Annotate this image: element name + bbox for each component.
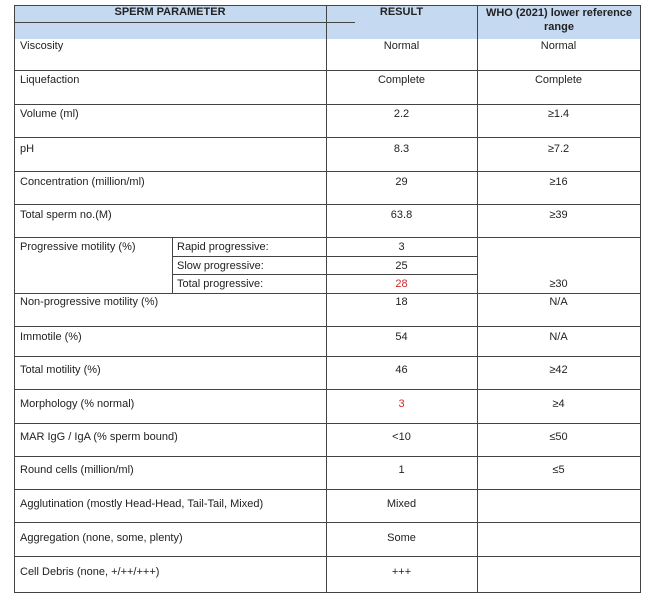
- grid-line: [14, 556, 641, 557]
- row-parameter-cell-debris: Cell Debris (none, +/++/+++): [20, 566, 160, 578]
- row-result-total-progressive: 28: [395, 278, 408, 290]
- row-result-non-progressive: 18: [395, 296, 408, 308]
- row-reference-total-progressive: ≥30: [549, 278, 568, 290]
- column-header-result: RESULT: [379, 6, 424, 18]
- grid-line: [14, 592, 641, 593]
- row-parameter-total-motility: Total motility (%): [20, 364, 101, 376]
- row-reference-total-motility: ≥42: [549, 364, 568, 376]
- row-result-liquefaction: Complete: [377, 74, 426, 86]
- grid-line: [14, 489, 641, 490]
- row-sub-label-total-progressive: Total progressive:: [177, 278, 264, 290]
- row-parameter-round-cells: Round cells (million/ml): [20, 464, 134, 476]
- row-parameter-non-progressive: Non-progressive motility (%): [20, 296, 159, 308]
- row-sub-label-rapid: Rapid progressive:: [177, 241, 269, 253]
- row-reference-ph: ≥7.2: [547, 143, 570, 155]
- row-parameter-ph: pH: [20, 143, 35, 155]
- grid-line: [14, 171, 641, 172]
- row-result-concentration: 29: [395, 176, 408, 188]
- row-sub-label-slow: Slow progressive:: [177, 260, 264, 272]
- row-parameter-morphology: Morphology (% normal): [20, 398, 135, 410]
- grid-line: [14, 423, 641, 424]
- grid-line: [14, 326, 641, 327]
- row-parameter-agglutination: Agglutination (mostly Head-Head, Tail-Tail, Mixed): [20, 498, 264, 510]
- row-result-rapid: 3: [398, 241, 405, 253]
- grid-line: [172, 256, 477, 257]
- row-result-agglutination: Mixed: [386, 498, 417, 510]
- row-reference-immotile: N/A: [549, 331, 568, 343]
- row-result-total-motility: 46: [395, 364, 408, 376]
- grid-line: [14, 237, 641, 238]
- grid-line: [14, 137, 641, 138]
- row-reference-total-sperm: ≥39: [549, 209, 568, 221]
- row-result-round-cells: 1: [398, 464, 405, 476]
- row-reference-morphology: ≥4: [552, 398, 565, 410]
- row-result-immotile: 54: [395, 331, 408, 343]
- row-result-mar: <10: [392, 431, 411, 443]
- grid-line: [172, 274, 477, 275]
- row-result-aggregation: Some: [387, 532, 416, 544]
- row-parameter-immotile: Immotile (%): [20, 331, 82, 343]
- row-reference-round-cells: ≤5: [552, 464, 565, 476]
- row-result-volume: 2.2: [393, 108, 410, 120]
- grid-line: [14, 522, 641, 523]
- row-parameter-aggregation: Aggregation (none, some, plenty): [20, 532, 183, 544]
- column-header-parameter: SPERM PARAMETER: [114, 6, 226, 18]
- grid-line: [14, 204, 641, 205]
- row-parameter-concentration: Concentration (million/ml): [20, 176, 145, 188]
- row-result-viscosity: Normal: [383, 40, 420, 52]
- row-parameter-viscosity: Viscosity: [20, 40, 64, 52]
- grid-line: [14, 293, 641, 294]
- grid-line: [14, 356, 641, 357]
- row-reference-mar: ≤50: [549, 431, 568, 443]
- grid-line: [14, 389, 641, 390]
- row-parameter-mar: MAR IgG / IgA (% sperm bound): [20, 431, 178, 443]
- row-result-total-sperm: 63.8: [390, 209, 413, 221]
- grid-line: [14, 70, 641, 71]
- row-reference-volume: ≥1.4: [547, 108, 570, 120]
- row-parameter-progressive-motility: Progressive motility (%): [20, 241, 136, 253]
- grid-line: [640, 5, 641, 593]
- grid-line: [172, 237, 173, 293]
- row-reference-viscosity: Normal: [540, 40, 577, 52]
- grid-line: [14, 5, 15, 593]
- grid-line: [14, 456, 641, 457]
- row-result-slow: 25: [395, 260, 408, 272]
- row-reference-non-progressive: N/A: [549, 296, 568, 308]
- row-result-cell-debris: +++: [391, 566, 412, 578]
- row-reference-liquefaction: Complete: [534, 74, 583, 86]
- grid-line: [14, 22, 355, 23]
- row-parameter-total-sperm: Total sperm no.(M): [20, 209, 112, 221]
- row-parameter-liquefaction: Liquefaction: [20, 74, 80, 86]
- row-result-ph: 8.3: [393, 143, 410, 155]
- column-header-reference: WHO (2021) lower reference range: [485, 7, 633, 33]
- grid-line: [14, 104, 641, 105]
- row-reference-concentration: ≥16: [549, 176, 568, 188]
- row-result-morphology: 3: [398, 398, 405, 410]
- row-parameter-volume: Volume (ml): [20, 108, 79, 120]
